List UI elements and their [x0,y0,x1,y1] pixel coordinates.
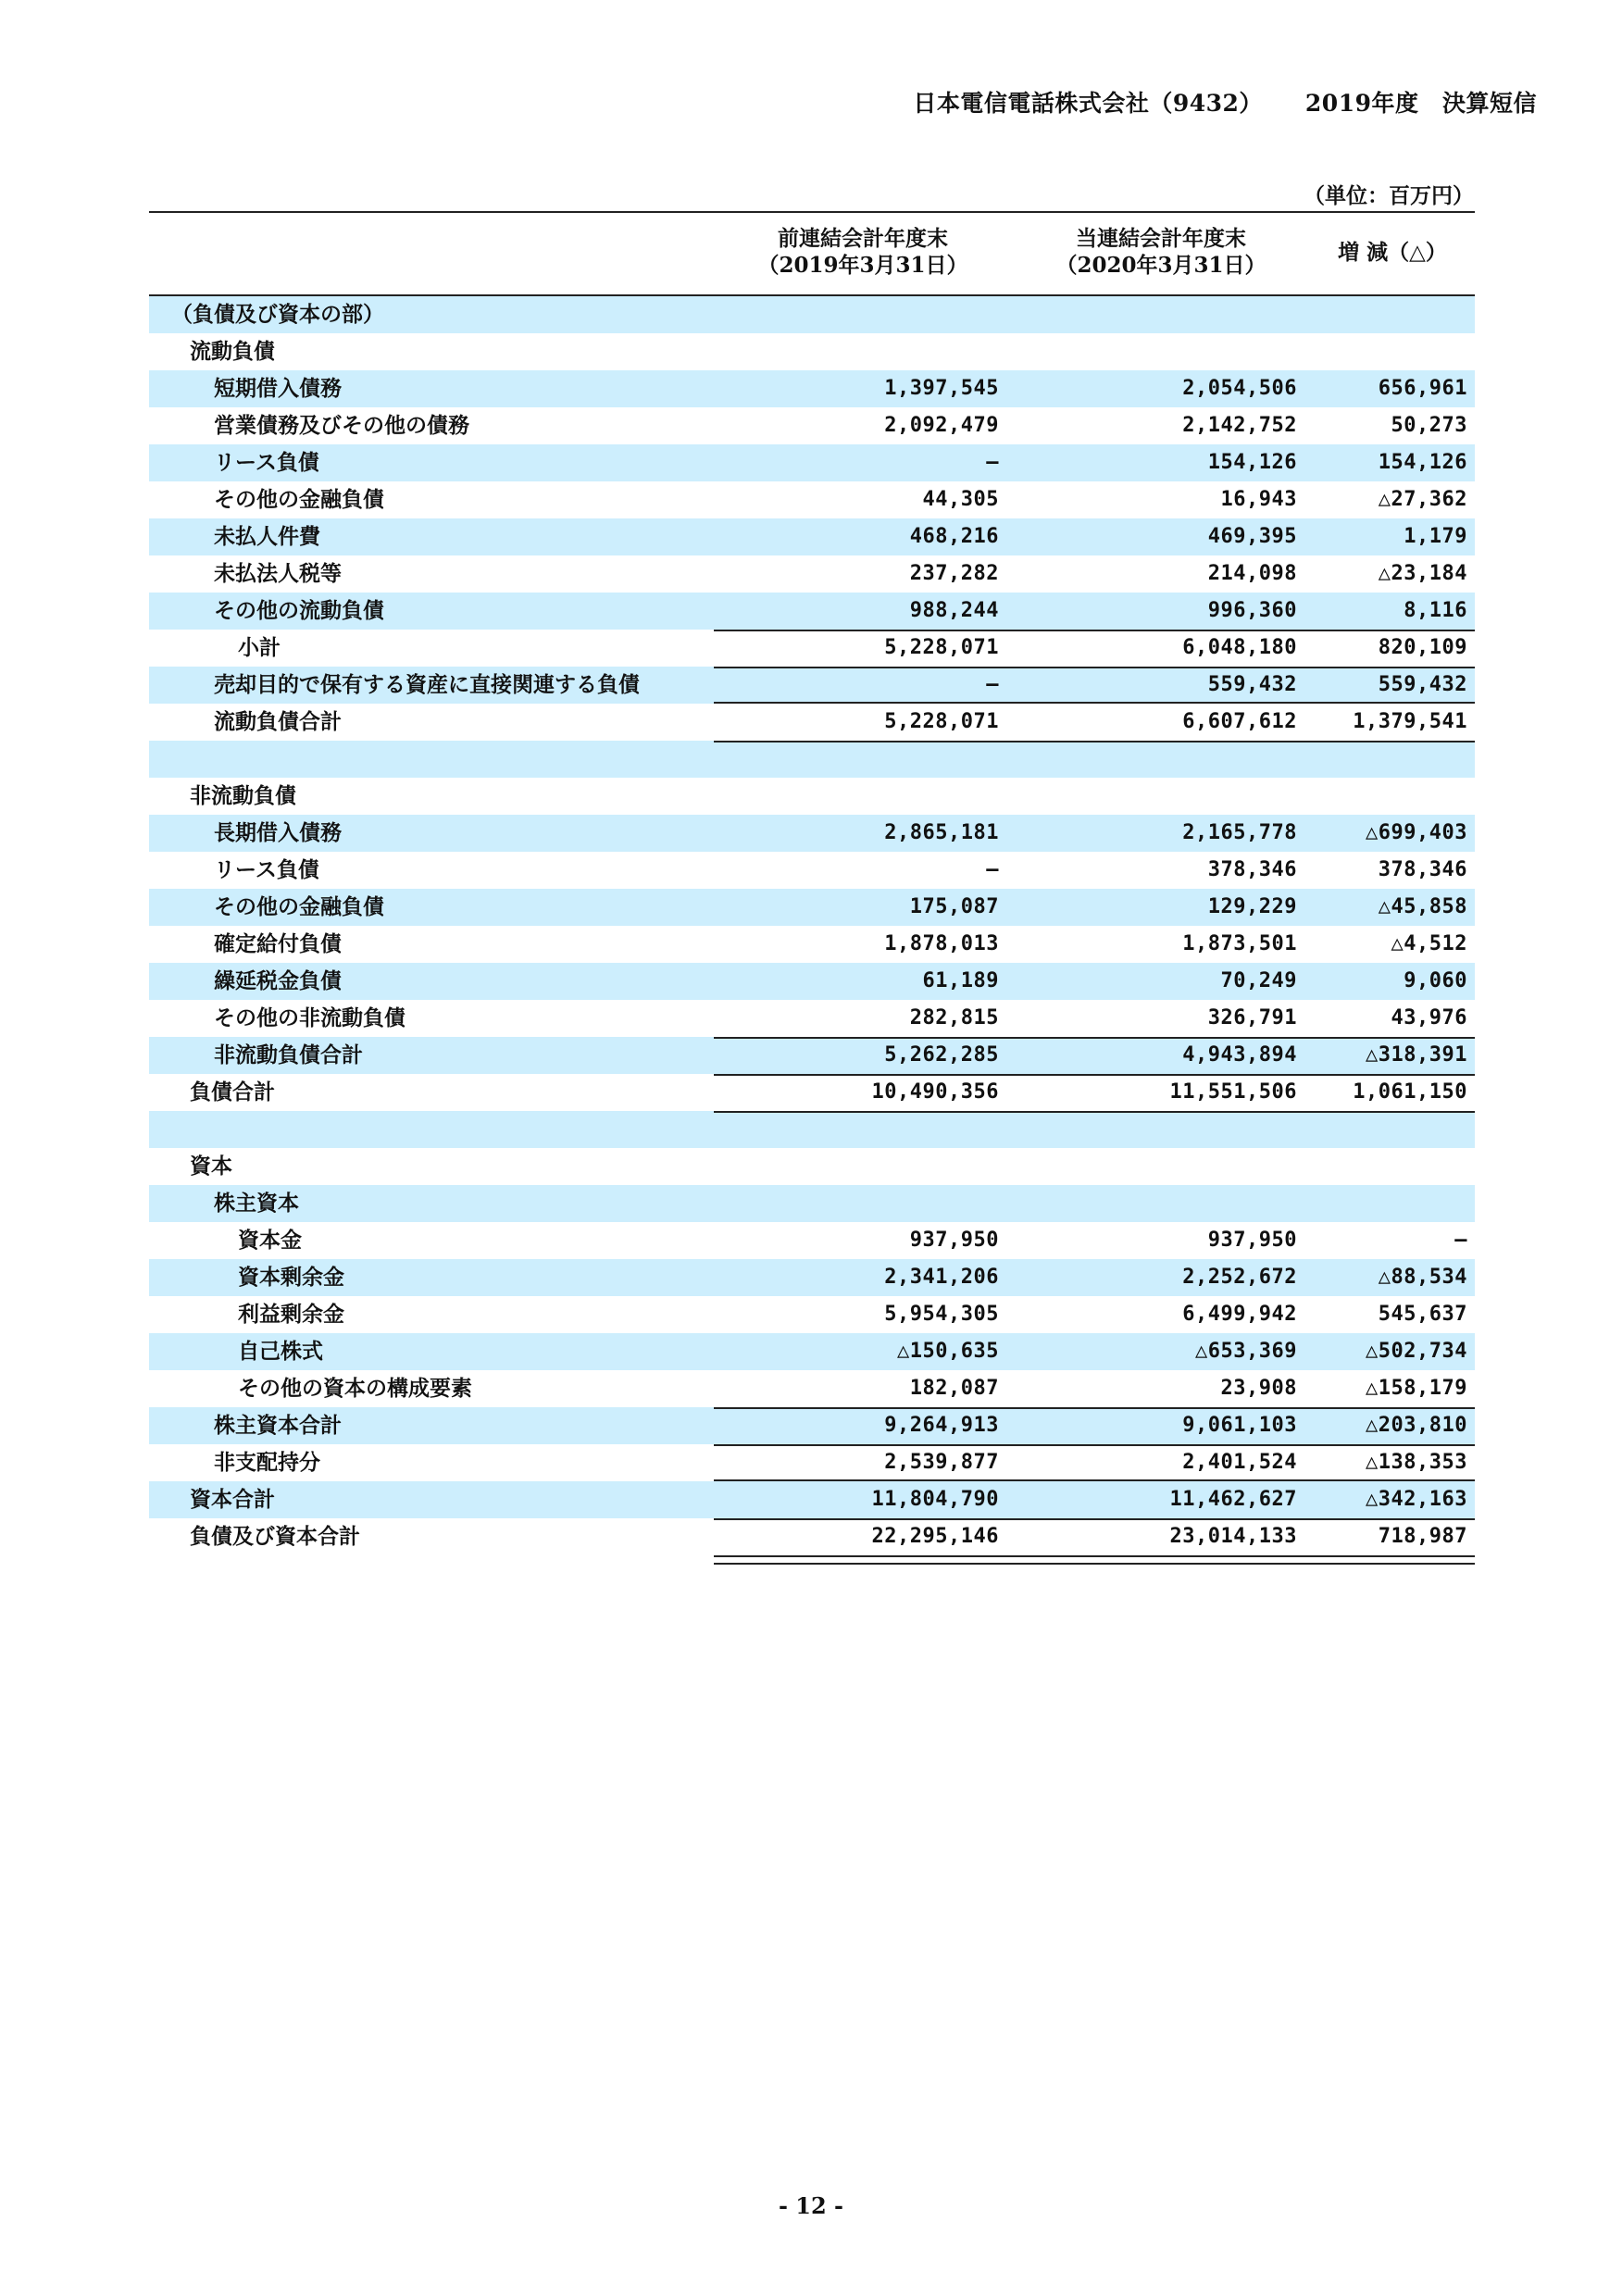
row-label: 負債合計 [190,1079,275,1104]
diff-value [1310,778,1467,815]
table-row [149,1259,1475,1296]
prev-value: 1,878,013 [884,932,999,955]
row-label: 流動負債合計 [214,709,342,734]
table-row [149,1037,1475,1074]
table-row [149,481,1475,518]
row-label: リース負債 [214,450,319,475]
curr-value: 559,432 [1207,673,1297,696]
diff-value: △88,534 [1378,1266,1467,1289]
curr-value [1012,778,1297,815]
diff-value: 9,060 [1404,969,1467,992]
curr-value: 2,142,752 [1182,414,1297,437]
curr-value: 4,943,894 [1182,1043,1297,1067]
column-header-prev: 前連結会計年度末 （2019年3月31日） [757,226,968,278]
prev-value: 1,397,545 [884,377,999,400]
prev-value: 10,490,356 [871,1080,999,1104]
table-row [149,1000,1475,1037]
prev-value: 175,087 [909,895,999,918]
curr-value [1012,1111,1297,1148]
row-label: 流動負債 [190,339,275,364]
diff-value: 559,432 [1378,673,1467,696]
table-row [149,630,1475,667]
table-row [149,555,1475,593]
curr-value: 129,229 [1207,895,1297,918]
row-label: 株主資本 [214,1191,299,1216]
diff-value [1310,1185,1467,1222]
curr-value: 16,943 [1220,488,1297,511]
diff-value: △158,179 [1366,1377,1467,1400]
table-row [149,963,1475,1000]
diff-value: △45,858 [1378,895,1467,918]
diff-value: △318,391 [1366,1043,1467,1067]
page-header [913,85,1537,119]
row-label: 営業債務及びその他の債務 [214,413,469,438]
diff-value: 378,346 [1378,858,1467,881]
row-label: 自己株式 [238,1339,323,1364]
curr-value [1012,296,1297,333]
diff-value: △4,512 [1391,932,1467,955]
row-label: 長期借入債務 [214,820,342,845]
curr-value [1012,333,1297,370]
prev-value: 5,228,071 [884,710,999,733]
diff-value: 545,637 [1378,1303,1467,1326]
prev-value: 2,341,206 [884,1266,999,1289]
prev-value [714,778,999,815]
table-row [149,1074,1475,1111]
prev-value: 937,950 [909,1229,999,1252]
row-label: 負債及び資本合計 [190,1524,360,1549]
prev-value: 22,295,146 [871,1525,999,1548]
table-row [149,1407,1475,1444]
prev-value: — [986,858,999,881]
diff-value: 1,061,150 [1353,1080,1467,1104]
curr-value: 1,873,501 [1182,932,1297,955]
table-row [149,518,1475,555]
row-label: 繰延税金負債 [214,968,342,993]
table-header [149,211,1475,296]
table-row [149,1333,1475,1370]
diff-value: 820,109 [1378,636,1467,659]
prev-value: 988,244 [909,599,999,622]
row-label: 利益剰余金 [238,1302,344,1327]
curr-value [1012,1185,1297,1222]
prev-value: 9,264,913 [884,1414,999,1437]
diff-value: 1,379,541 [1353,710,1467,733]
row-label: 非支配持分 [214,1450,320,1475]
table-row [149,1518,1475,1555]
diff-value: 656,961 [1378,377,1467,400]
row-label: その他の流動負債 [214,598,384,623]
table-row [149,852,1475,889]
column-header-curr: 当連結会計年度末 （2020年3月31日） [1055,226,1266,278]
table-row [149,1222,1475,1259]
curr-value: 6,048,180 [1182,636,1297,659]
curr-value: 11,551,506 [1169,1080,1297,1104]
table-row [149,333,1475,370]
diff-value: △27,362 [1378,488,1467,511]
curr-value: 469,395 [1207,525,1297,548]
table-row [149,1296,1475,1333]
diff-value [1310,333,1467,370]
row-label: リース負債 [214,857,319,882]
curr-value: 11,462,627 [1169,1488,1297,1511]
table-row [149,370,1475,407]
table-row [149,815,1475,852]
diff-value [1310,741,1467,778]
diff-value: △502,734 [1366,1340,1467,1363]
table-row [149,667,1475,704]
prev-value: △150,635 [897,1340,999,1363]
curr-value: 326,791 [1207,1006,1297,1029]
diff-value: — [1454,1229,1467,1252]
row-label: 資本金 [238,1228,302,1253]
row-label: 株主資本合計 [214,1413,342,1438]
curr-value: 154,126 [1207,451,1297,474]
row-label [149,741,171,778]
balance-sheet-table [149,211,1475,1565]
row-label: 売却目的で保有する資産に直接関連する負債 [214,672,640,697]
prev-value: — [986,451,999,474]
row-label: その他の資本の構成要素 [238,1376,472,1401]
diff-value: 50,273 [1391,414,1467,437]
diff-value: △699,403 [1366,821,1467,844]
curr-value [1012,1148,1297,1185]
unit-label: （単位：百万円） [1304,183,1474,208]
prev-value: 44,305 [922,488,999,511]
diff-value: △203,810 [1366,1414,1467,1437]
prev-value: — [986,673,999,696]
curr-value: 6,499,942 [1182,1303,1297,1326]
table-row [149,593,1475,630]
diff-value [1310,296,1467,333]
prev-value: 2,539,877 [884,1451,999,1474]
prev-value [714,296,999,333]
curr-value: 23,014,133 [1169,1525,1297,1548]
row-label: 資本剰余金 [238,1265,344,1290]
company-name: 日本電信電話株式会社（9432） [913,90,1263,117]
prev-value: 468,216 [909,525,999,548]
curr-value [1012,741,1297,778]
curr-value: △653,369 [1195,1340,1297,1363]
table-row [149,407,1475,444]
page-number: - 12 - [778,2192,844,2219]
grand-total-double-rule [714,1555,1475,1565]
prev-value [714,1111,999,1148]
report-title: 2019年度 決算短信 [1304,90,1537,117]
prev-value [714,333,999,370]
row-label: 小計 [238,635,281,660]
table-row [149,444,1475,481]
curr-value: 23,908 [1220,1377,1297,1400]
diff-value: △23,184 [1378,562,1467,585]
diff-value: 8,116 [1404,599,1467,622]
row-label: 非流動負債 [190,783,296,808]
table-row [149,1111,1475,1148]
row-label: 未払人件費 [214,524,320,549]
row-label: 未払法人税等 [214,561,342,586]
diff-value: 43,976 [1391,1006,1467,1029]
diff-value: 1,179 [1404,525,1467,548]
prev-value [714,1148,999,1185]
table-row [149,1148,1475,1185]
diff-value [1310,1111,1467,1148]
prev-value: 2,092,479 [884,414,999,437]
curr-value: 70,249 [1220,969,1297,992]
curr-value: 9,061,103 [1182,1414,1297,1437]
curr-value: 2,054,506 [1182,377,1297,400]
diff-value: △138,353 [1366,1451,1467,1474]
diff-value: 718,987 [1378,1525,1467,1548]
curr-value: 6,607,612 [1182,710,1297,733]
table-row [149,1185,1475,1222]
prev-value: 11,804,790 [871,1488,999,1511]
prev-value: 2,865,181 [884,821,999,844]
table-row [149,1444,1475,1481]
row-label: その他の非流動負債 [214,1005,406,1030]
curr-value: 2,252,672 [1182,1266,1297,1289]
prev-value: 5,228,071 [884,636,999,659]
diff-value: 154,126 [1378,451,1467,474]
prev-value: 237,282 [909,562,999,585]
prev-value: 61,189 [922,969,999,992]
curr-value: 2,165,778 [1182,821,1297,844]
table-row [149,704,1475,741]
row-label: 資本合計 [190,1487,275,1512]
row-label: その他の金融負債 [214,487,384,512]
diff-value [1310,1148,1467,1185]
curr-value: 937,950 [1207,1229,1297,1252]
prev-value: 5,262,285 [884,1043,999,1067]
row-label: （負債及び資本の部） [171,302,384,327]
table-row [149,741,1475,778]
prev-value [714,741,999,778]
prev-value [714,1185,999,1222]
curr-value: 2,401,524 [1182,1451,1297,1474]
curr-value: 214,098 [1207,562,1297,585]
prev-value: 5,954,305 [884,1303,999,1326]
prev-value: 282,815 [909,1006,999,1029]
prev-value: 182,087 [909,1377,999,1400]
table-row [149,1370,1475,1407]
curr-value: 996,360 [1207,599,1297,622]
row-label: 非流動負債合計 [214,1042,363,1067]
row-label: 短期借入債務 [214,376,342,401]
row-label: 資本 [190,1154,232,1179]
row-label: 確定給付負債 [214,931,342,956]
table-row [149,296,1475,333]
row-label: その他の金融負債 [214,894,384,919]
diff-value: △342,163 [1366,1488,1467,1511]
table-row [149,778,1475,815]
column-header-diff: 増 減（△） [1338,240,1447,265]
row-label [149,1111,171,1148]
table-row [149,889,1475,926]
table-row [149,1481,1475,1518]
curr-value: 378,346 [1207,858,1297,881]
table-row [149,926,1475,963]
